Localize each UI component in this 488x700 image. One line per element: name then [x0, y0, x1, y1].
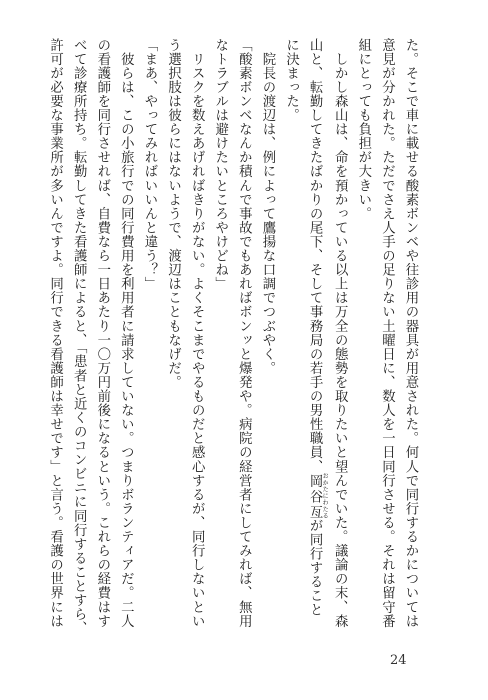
vertical-text-body [47, 38, 422, 636]
text-line: た。そこで車に載せる酸素ボンベや往診用の器具が用意された。何人で同行するかについては [403, 38, 418, 629]
text-line: 組にとっても負担が大きい。 [355, 38, 371, 221]
text-line: 意見が分かれた。ただでさえ人手の足りない土曜日に、数人を一日同行させる。それは留守番 [379, 38, 395, 629]
text-line: 「酸素ボンベなんか積んで事故でもあればボンッと爆発や。病院の経営者にしてみれば、無用 [236, 38, 252, 629]
text-line: 「まあ、やってみればいいんと違う？」 [141, 38, 157, 291]
text-line: 許可が必要な事業所が多いんですよ。同行できる看護師は幸せです」と言う。看護の世界には [47, 38, 63, 629]
text-line: なトラブルは避けたいところやけどね」 [212, 38, 228, 291]
text-line: べて診療所持ち。転勤してきた看護師によると、「患者と近くのコンビニに同行することすら、 [71, 38, 87, 636]
text-line: う選択肢は彼らにはないようで、渡辺はこともなげだ。 [165, 38, 181, 390]
text-line: の看護師を同行させれば、自費なら一日あたり一〇万円前後になるという。これらの経費はす [94, 38, 110, 629]
text-line: 山と、転勤してきたばかりの尾下、そして事務局の若手の男性職員、岡谷亙 おかたにわたるが同行すること [307, 38, 329, 618]
text-line: に決まった。 [283, 38, 299, 123]
text-line: 院長の渡辺は、例によって鷹揚な口調でつぶやく。 [259, 38, 275, 376]
ruby-reading: おかたにわたる [321, 472, 329, 520]
ruby-name: 岡谷亙 おかたにわたる [307, 472, 329, 520]
text-line: しかし森山は、命を預かっている以上は万全の態勢を取りたいと望んでいた。議論の末、森 [332, 38, 348, 629]
page-number: 24 [390, 653, 407, 668]
text-line: 彼らは、この小旅行での同行費用を利用者に請求していない。つまりボランティアだ。二人 [118, 38, 134, 629]
text-line: リスクを数えあげればきりがない。よくそこまでやるものだと感心するが、同行しないとい [189, 38, 205, 629]
